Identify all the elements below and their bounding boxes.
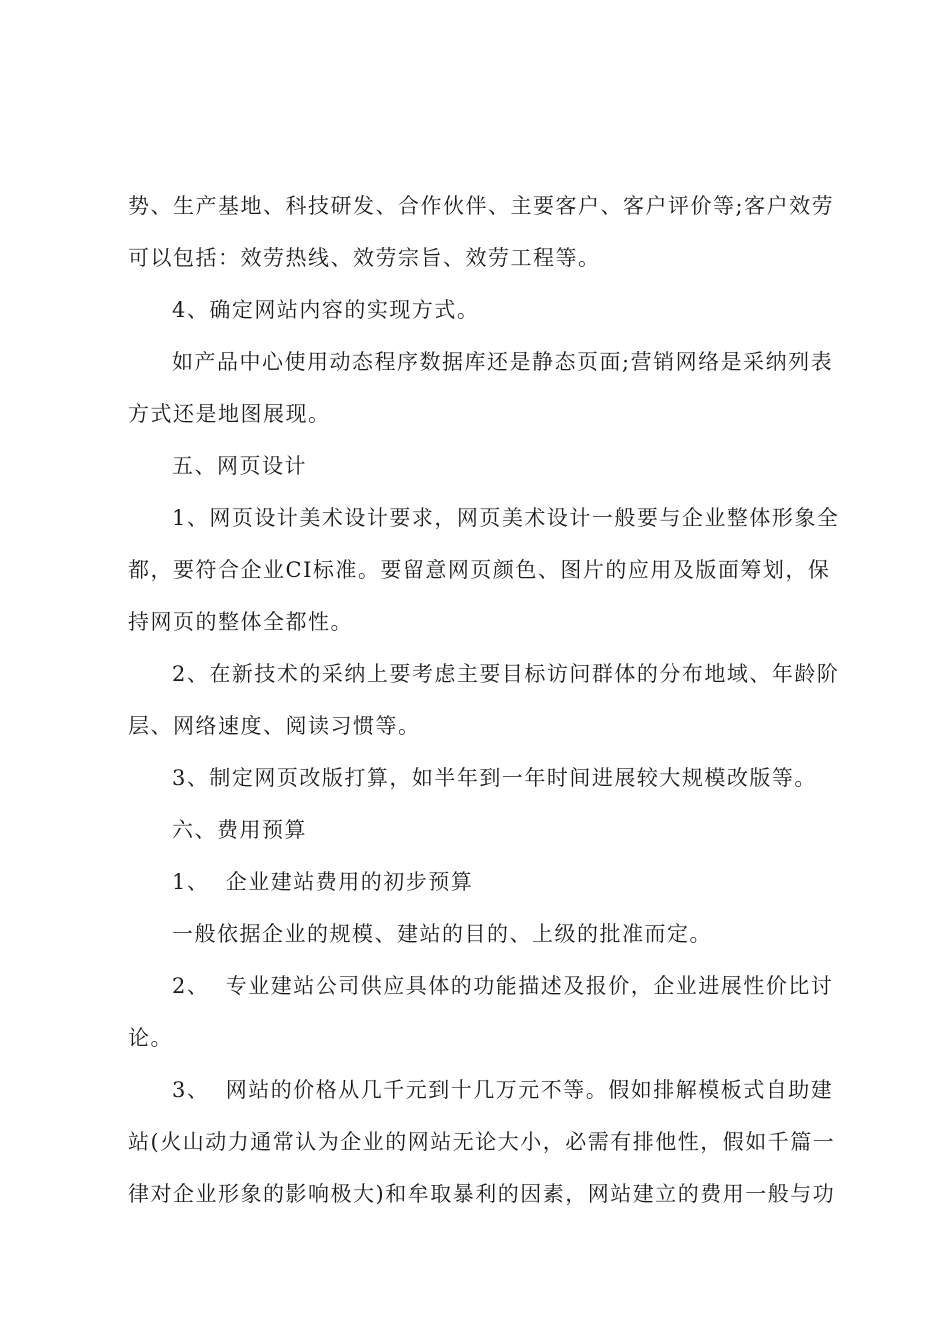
text-line: 4、确定网站内容的实现方式。	[172, 298, 480, 322]
text-line: 都，要符合企业CI标准。要留意网页颜色、图片的应用及版面筹划，保	[128, 558, 831, 582]
text-line: 律对企业形象的影响极大)和牟取暴利的因素，网站建立的费用一般与功	[128, 1182, 836, 1206]
text-line: 3、 网站的价格从几千元到十几万元不等。假如排解模板式自助建	[172, 1078, 834, 1102]
section-heading: 六、费用预算	[172, 818, 307, 842]
text-line: 1、 企业建站费用的初步预算	[172, 870, 474, 894]
text-line: 如产品中心使用动态程序数据库还是静态页面;营销网络是采纳列表	[172, 350, 834, 374]
section-heading: 五、网页设计	[172, 454, 307, 478]
text-line: 层、网络速度、阅读习惯等。	[128, 714, 421, 738]
text-line: 3、制定网页改版打算，如半年到一年时间进展较大规模改版等。	[172, 766, 817, 790]
text-line: 持网页的整体全都性。	[128, 610, 353, 634]
text-line: 2、 专业建站公司供应具体的功能描述及报价，企业进展性价比讨	[172, 974, 834, 998]
document-body	[128, 183, 840, 1223]
text-line: 论。	[128, 1026, 173, 1050]
text-line: 可以包括：效劳热线、效劳宗旨、效劳工程等。	[128, 246, 601, 270]
text-line: 势、生产基地、科技研发、合作伙伴、主要客户、客户评价等;客户效劳	[128, 194, 835, 218]
text-line: 2、在新技术的采纳上要考虑主要目标访问群体的分布地域、年龄阶	[172, 662, 840, 686]
text-line: 1、网页设计美术设计要求，网页美术设计一般要与企业整体形象全	[172, 506, 840, 530]
text-line: 方式还是地图展现。	[128, 402, 331, 426]
text-line: 站(火山动力通常认为企业的网站无论大小，必需有排他性，假如千篇一	[128, 1130, 836, 1154]
text-line: 一般依据企业的规模、建站的目的、上级的批准而定。	[172, 922, 712, 946]
